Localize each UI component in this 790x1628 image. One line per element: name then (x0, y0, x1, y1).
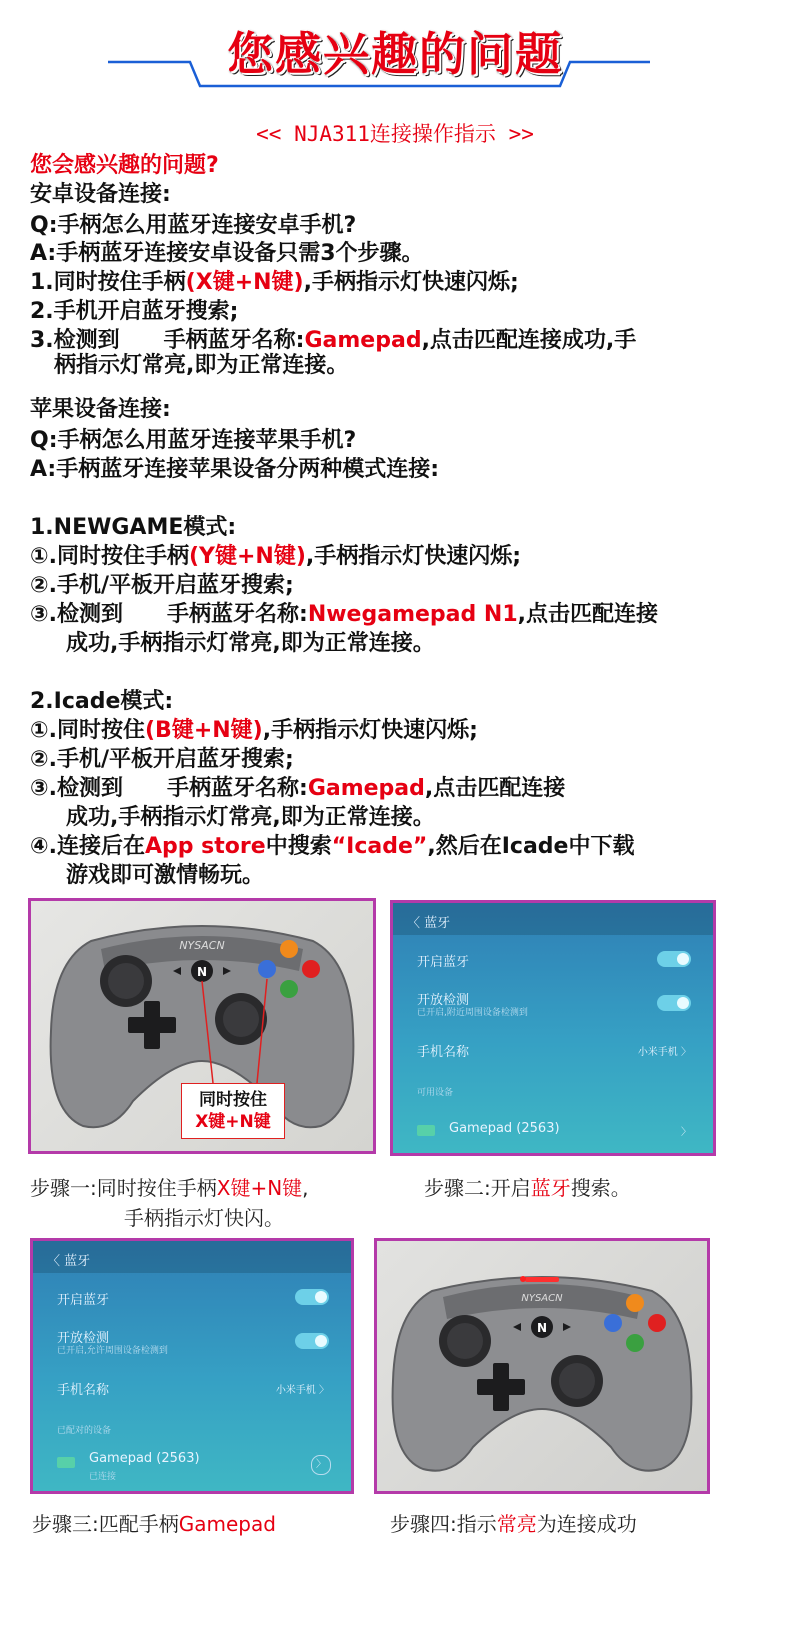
detect-toggle (657, 995, 691, 1011)
android-heading: 安卓设备连接: (30, 182, 171, 207)
step2-caption: 步骤二:开启蓝牙搜索。 (424, 1176, 631, 1200)
detect-sub: 已开启,附近周围设备检测到 (417, 1008, 528, 1018)
apple-q: Q:手柄怎么用蓝牙连接苹果手机? (30, 428, 357, 453)
phone-name-label: 手机名称 (417, 1045, 470, 1060)
android-a: A:手柄蓝牙连接安卓设备只需3个步骤。 (30, 241, 424, 266)
step3-phone-screenshot (30, 1238, 354, 1494)
step1-controller-photo (28, 898, 376, 1154)
mode1-step-3-cont: 成功,手柄指示灯常亮,即为正常连接。 (66, 631, 435, 656)
android-step-3: 3.检测到 手柄蓝牙名称:Gamepad,点击匹配连接成功,手 (30, 328, 637, 353)
bluetooth-toggle (657, 951, 691, 967)
detect-sub: 已开启,允许周围设备检测到 (57, 1346, 168, 1356)
mode1-step-2: ②.手机/平板开启蓝牙搜索; (30, 573, 294, 598)
android-q: Q:手柄怎么用蓝牙连接安卓手机? (30, 213, 357, 238)
mode2-step-3-cont: 成功,手柄指示灯常亮,即为正常连接。 (66, 805, 435, 830)
page-subtitle: << NJA311连接操作指示 >> (256, 122, 534, 146)
device-status: 已连接 (89, 1472, 117, 1482)
apple-heading: 苹果设备连接: (30, 397, 171, 422)
callout-line-2: X键+N键 (195, 1112, 271, 1132)
android-step-3-cont: 柄指示灯常亮,即为正常连接。 (54, 353, 349, 378)
gamepad-icon (57, 1457, 75, 1468)
page-title: 您感兴趣的问题 (227, 27, 563, 81)
gamepad-icon (417, 1125, 435, 1136)
apple-a: A:手柄蓝牙连接苹果设备分两种模式连接: (30, 457, 440, 482)
detect-label: 开放检测 (57, 1331, 110, 1346)
android-step-2: 2.手机开启蓝牙搜索; (30, 299, 239, 324)
phone-title: 蓝牙 (424, 916, 451, 931)
step1-caption-cont: 手柄指示灯快闪。 (124, 1206, 284, 1230)
device-name: Gamepad (2563) (89, 1451, 200, 1466)
mode2-step-4-cont: 游戏即可激情畅玩。 (66, 863, 265, 888)
step3-caption: 步骤三:匹配手柄Gamepad (32, 1512, 276, 1536)
mode2-step-3: ③.检测到 手柄蓝牙名称:Gamepad,点击匹配连接 (30, 776, 566, 801)
open-bluetooth-label: 开启蓝牙 (417, 955, 470, 970)
step4-controller-photo (374, 1238, 710, 1494)
back-icon: 〈 (407, 916, 421, 931)
phone-name-value: 小米手机 〉 (637, 1047, 691, 1058)
callout-line-1: 同时按住 (199, 1090, 267, 1110)
paired-devices-label: 已配对的设备 (57, 1426, 112, 1436)
svg-text:N: N (536, 1321, 548, 1335)
mode1-step-3: ③.检测到 手柄蓝牙名称:Nwegamepad N1,点击匹配连接 (30, 602, 658, 627)
back-icon: 〈 (47, 1254, 61, 1269)
available-devices-label: 可用设备 (417, 1088, 454, 1098)
mode2-step-2: ②.手机/平板开启蓝牙搜索; (30, 747, 294, 772)
phone-name-label: 手机名称 (57, 1383, 110, 1398)
mode2-heading: 2.Icade模式: (30, 689, 174, 714)
svg-text:NYSACN: NYSACN (179, 939, 225, 952)
mode1-heading: 1.NEWGAME模式: (30, 515, 237, 540)
device-name: Gamepad (2563) (449, 1121, 560, 1136)
svg-text:N: N (196, 965, 208, 979)
open-bluetooth-label: 开启蓝牙 (57, 1293, 110, 1308)
phone-name-value: 小米手机 〉 (275, 1385, 329, 1396)
step2-phone-screenshot (390, 900, 716, 1156)
step1-caption: 步骤一:同时按住手柄X键+N键, (30, 1176, 309, 1200)
chevron-right-icon: 〉 (681, 1127, 691, 1138)
svg-text:NYSACN: NYSACN (521, 1293, 563, 1304)
mode2-step-4: ④.连接后在App store中搜索“Icade”,然后在Icade中下载 (30, 834, 635, 859)
bluetooth-toggle (295, 1289, 329, 1305)
gamepad-image (377, 1241, 707, 1491)
android-step-1: 1.同时按住手柄(X键+N键),手柄指示灯快速闪烁; (30, 270, 519, 295)
mode2-step-1: ①.同时按住(B键+N键),手柄指示灯快速闪烁; (30, 718, 478, 743)
detect-label: 开放检测 (417, 993, 470, 1008)
intro-question: 您会感兴趣的问题? (30, 153, 219, 178)
step4-caption: 步骤四:指示常亮为连接成功 (390, 1512, 637, 1536)
callout-box (181, 1083, 285, 1139)
phone-title: 蓝牙 (64, 1254, 91, 1269)
info-icon: 〉 (311, 1455, 331, 1475)
mode1-step-1: ①.同时按住手柄(Y键+N键),手柄指示灯快速闪烁; (30, 544, 522, 569)
detect-toggle (295, 1333, 329, 1349)
